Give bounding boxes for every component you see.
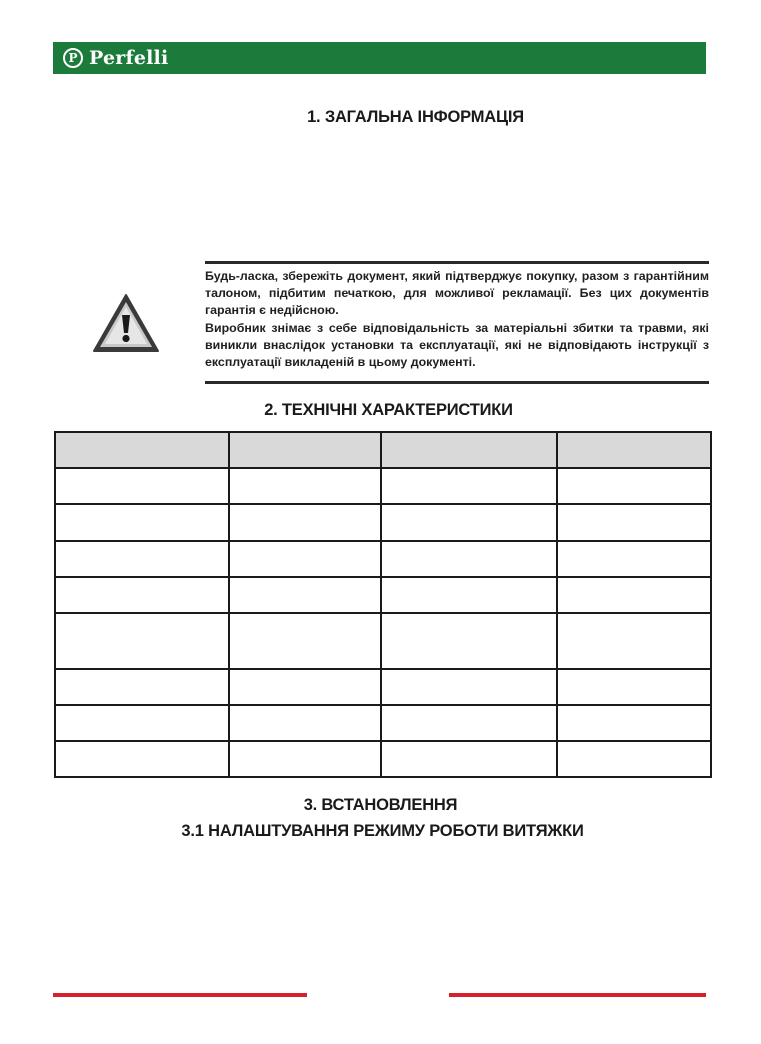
brand-name: Perfelli bbox=[89, 47, 169, 69]
table-row bbox=[55, 669, 711, 705]
header-bar bbox=[53, 42, 706, 74]
spec-table-header-cell bbox=[557, 432, 711, 468]
table-cell bbox=[557, 613, 711, 669]
section-heading-specs: 2. ТЕХНІЧНІ ХАРАКТЕРИСТИКИ bbox=[264, 401, 513, 419]
table-cell bbox=[229, 504, 381, 541]
table-cell bbox=[381, 741, 557, 777]
table-cell bbox=[557, 705, 711, 741]
table-row bbox=[55, 468, 711, 504]
table-cell bbox=[381, 577, 557, 613]
spec-table-header-cell bbox=[55, 432, 229, 468]
section-heading-installation-mode: 3.1 НАЛАШТУВАННЯ РЕЖИМУ РОБОТИ ВИТЯЖКИ bbox=[181, 822, 584, 840]
table-cell bbox=[55, 613, 229, 669]
table-row bbox=[55, 577, 711, 613]
table-cell bbox=[381, 705, 557, 741]
table-cell bbox=[557, 504, 711, 541]
table-cell bbox=[55, 741, 229, 777]
table-row bbox=[55, 741, 711, 777]
table-cell bbox=[55, 468, 229, 504]
table-cell bbox=[55, 504, 229, 541]
table-row bbox=[55, 705, 711, 741]
spec-table-header-cell bbox=[229, 432, 381, 468]
table-cell bbox=[229, 741, 381, 777]
table-cell bbox=[229, 541, 381, 577]
brand-logo bbox=[63, 46, 168, 70]
table-row bbox=[55, 541, 711, 577]
warning-rule-top bbox=[205, 261, 709, 264]
footer-accent-left bbox=[53, 993, 307, 997]
table-cell bbox=[381, 613, 557, 669]
section-heading-general: 1. ЗАГАЛЬНА ІНФОРМАЦІЯ bbox=[307, 108, 524, 126]
table-cell bbox=[557, 541, 711, 577]
table-cell bbox=[55, 577, 229, 613]
table-cell bbox=[229, 669, 381, 705]
table-cell bbox=[229, 705, 381, 741]
warning-paragraph-receipt: Будь-ласка, збережіть документ, який підтверджує покупку, разом з гарантійним талоном, підбитим печаткою, для можливої рекламації. Без цих документів гарантія є недійсною. bbox=[205, 269, 709, 318]
table-cell bbox=[229, 468, 381, 504]
section-heading-installation: 3. ВСТАНОВЛЕННЯ bbox=[303, 796, 458, 814]
warning-triangle-icon bbox=[92, 293, 160, 353]
table-cell bbox=[557, 468, 711, 504]
table-row bbox=[55, 613, 711, 669]
table-cell bbox=[381, 504, 557, 541]
spec-table-header-cell bbox=[381, 432, 557, 468]
footer-accent-right bbox=[449, 993, 706, 997]
table-cell bbox=[229, 577, 381, 613]
warning-paragraph-liability: Виробник знімає з себе відповідальність за матеріальні збитки та травми, які виникли внаслідок установки та експлуатації, які не відповідають інструкції з експлуатації викладеній в цьому документі. bbox=[205, 320, 709, 370]
table-cell bbox=[557, 577, 711, 613]
brand-mark-icon: P bbox=[63, 48, 83, 68]
table-cell bbox=[55, 541, 229, 577]
table-cell bbox=[557, 741, 711, 777]
table-cell bbox=[55, 669, 229, 705]
table-cell bbox=[381, 468, 557, 504]
spec-table bbox=[54, 431, 712, 778]
warning-rule-bottom bbox=[205, 381, 709, 384]
table-cell bbox=[55, 705, 229, 741]
table-cell bbox=[381, 669, 557, 705]
table-row bbox=[55, 504, 711, 541]
table-cell bbox=[381, 541, 557, 577]
table-cell bbox=[557, 669, 711, 705]
spec-table-header-row bbox=[55, 432, 711, 468]
warning-text bbox=[205, 268, 709, 371]
table-cell bbox=[229, 613, 381, 669]
